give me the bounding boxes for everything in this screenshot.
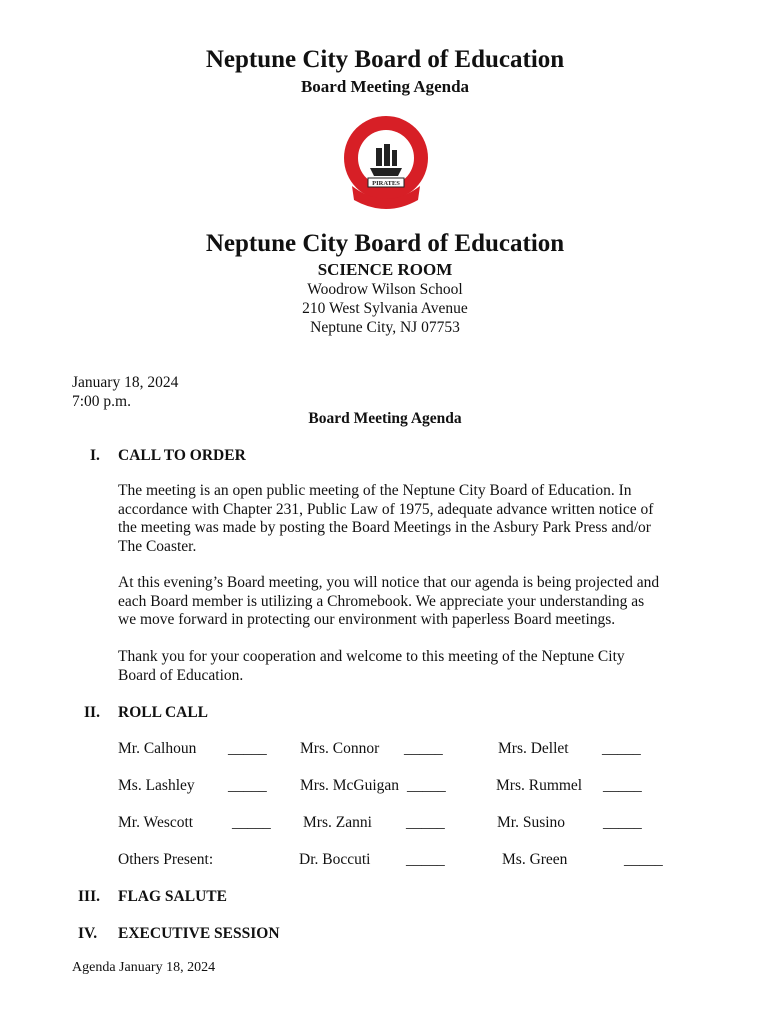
roll-blank: _____ [406, 851, 445, 868]
section-title: EXECUTIVE SESSION [118, 925, 280, 942]
section-number: III. [78, 888, 100, 905]
roll-blank: _____ [232, 814, 271, 831]
roll-name: Dr. Boccuti [299, 851, 371, 868]
meeting-time: 7:00 p.m. [72, 393, 131, 410]
chromebook-paragraph: At this evening’s Board meeting, you will notice that our agenda is being projected and each Board member is utilizing a Chromebook. We appreciate your understanding as we move forward in protecting our environment with paperless Board meetings. [118, 574, 660, 629]
roll-name: Mr. Wescott [118, 814, 194, 831]
page-footer: Agenda January 18, 2024 [72, 960, 216, 975]
venue-address-line: Neptune City, NJ 07753 [310, 319, 460, 336]
venue-title: Neptune City Board of Education [205, 230, 565, 257]
agenda-heading: Board Meeting Agenda [308, 410, 462, 427]
roll-blank: _____ [407, 777, 446, 794]
section-number: II. [84, 704, 100, 721]
section-title: FLAG SALUTE [118, 888, 227, 905]
roll-blank: _____ [228, 740, 267, 757]
school-district-logo [338, 114, 434, 210]
roll-name: Ms. Green [502, 851, 568, 868]
document-subtitle: Board Meeting Agenda [300, 77, 470, 96]
venue-room: SCIENCE ROOM [317, 260, 453, 279]
venue-address-line: Woodrow Wilson School [307, 281, 463, 298]
roll-name: Mrs. Connor [300, 740, 380, 757]
roll-blank: _____ [404, 740, 443, 757]
roll-blank: _____ [603, 777, 642, 794]
section-title: CALL TO ORDER [118, 447, 246, 464]
svg-text:PIRATES: PIRATES [372, 180, 400, 187]
venue-address-line: 210 West Sylvania Avenue [302, 300, 468, 317]
meeting-date: January 18, 2024 [72, 374, 179, 391]
roll-name: Mr. Susino [497, 814, 566, 831]
roll-blank: _____ [603, 814, 642, 831]
document-title: Neptune City Board of Education [205, 46, 565, 73]
call-to-order-paragraph: The meeting is an open public meeting of the Neptune City Board of Education. In accordance with Chapter 231, Public Law of 1975, adequate advance written notice of the meeting was made by posting the Board Meetings in the Asbury Park Press and/or The Coaster. [118, 482, 654, 555]
roll-name: Mrs. Rummel [496, 777, 583, 794]
section-number: IV. [78, 925, 98, 942]
roll-blank: _____ [406, 814, 445, 831]
section-title: ROLL CALL [118, 704, 209, 721]
roll-name: Mrs. Dellet [498, 740, 569, 757]
roll-name: Mrs. Zanni [303, 814, 372, 831]
roll-blank: _____ [228, 777, 267, 794]
welcome-paragraph: Thank you for your cooperation and welcome to this meeting of the Neptune City Board of Education. [118, 648, 625, 684]
roll-blank: _____ [624, 851, 663, 868]
roll-name: Mrs. McGuigan [300, 777, 400, 794]
roll-name: Ms. Lashley [118, 777, 195, 794]
roll-blank: _____ [602, 740, 641, 757]
section-number: I. [90, 447, 100, 464]
roll-name: Mr. Calhoun [118, 740, 197, 757]
roll-name: Others Present: [118, 851, 214, 868]
